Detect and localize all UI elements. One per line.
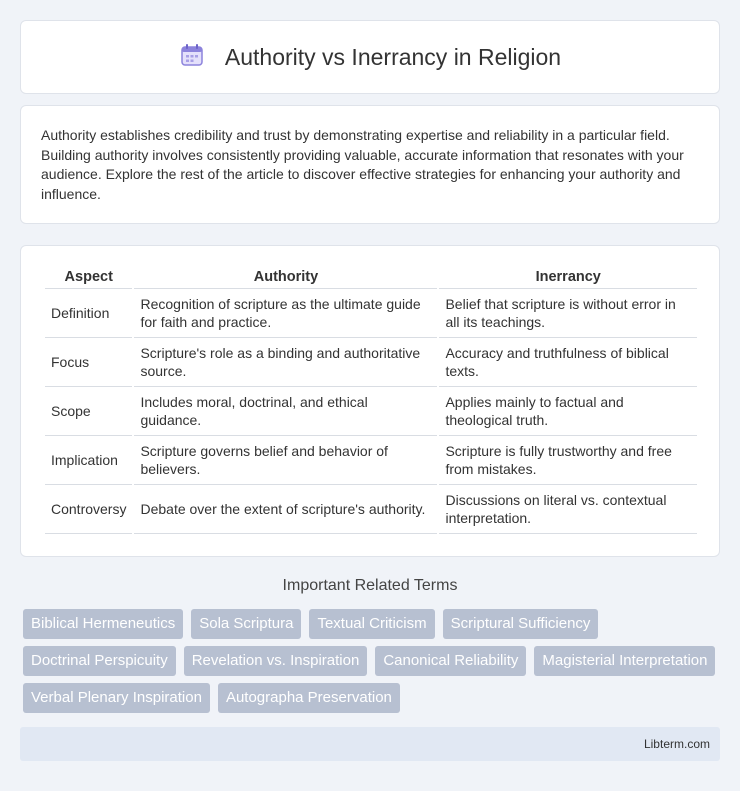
- header-inner: [179, 42, 561, 73]
- term-tag[interactable]: Biblical Hermeneutics: [23, 609, 183, 639]
- cell-authority: Includes moral, doctrinal, and ethical guidance.: [134, 387, 437, 436]
- intro-card: [20, 105, 720, 224]
- page-title: Authority vs Inerrancy in Religion: [224, 43, 562, 70]
- related-terms-title: Important Related Terms: [282, 577, 458, 594]
- term-tag[interactable]: Doctrinal Perspicuity: [23, 646, 176, 676]
- footer: [20, 727, 720, 761]
- term-tag[interactable]: Scriptural Sufficiency: [443, 609, 599, 639]
- cell-aspect: Implication: [45, 436, 132, 485]
- term-tag[interactable]: Sola Scriptura: [191, 609, 301, 639]
- term-tag[interactable]: Revelation vs. Inspiration: [184, 646, 368, 676]
- cell-aspect: Definition: [45, 289, 132, 338]
- table-row: [45, 338, 697, 387]
- header-inerrancy: Inerrancy: [439, 266, 697, 289]
- header-card: [20, 20, 720, 94]
- cell-aspect: Focus: [45, 338, 132, 387]
- term-tag[interactable]: Autographa Preservation: [218, 683, 400, 713]
- header-authority: Authority: [134, 266, 437, 289]
- cell-aspect: Controversy: [45, 485, 132, 534]
- cell-aspect: Scope: [45, 387, 132, 436]
- term-tag[interactable]: Canonical Reliability: [375, 646, 526, 676]
- header-aspect: Aspect: [45, 266, 132, 289]
- table-header-row: [45, 266, 697, 289]
- comparison-table: [43, 266, 699, 534]
- cell-inerrancy: Discussions on literal vs. contextual interpretation.: [439, 485, 697, 534]
- cell-authority: Scripture's role as a binding and authoritative source.: [134, 338, 437, 387]
- intro-text: Authority establishes credibility and trust by demonstrating expertise and reliability in a particular field. Building authority involves consistently providing valuable, accurate information that resonates with your audience. Explore the rest of the article to discover effective strategies for enhancing your authority and influence.: [41, 127, 684, 202]
- table-row: [45, 387, 697, 436]
- related-terms-list: [23, 609, 723, 713]
- cell-inerrancy: Applies mainly to factual and theological truth.: [439, 387, 697, 436]
- cell-inerrancy: Scripture is fully trustworthy and free from mistakes.: [439, 436, 697, 485]
- cell-inerrancy: Accuracy and truthfulness of biblical texts.: [439, 338, 697, 387]
- footer-site-link[interactable]: Libterm.com: [643, 737, 710, 751]
- cell-authority: Recognition of scripture as the ultimate guide for faith and practice.: [134, 289, 437, 338]
- comparison-table-card: [20, 245, 720, 557]
- term-tag[interactable]: Verbal Plenary Inspiration: [23, 683, 210, 713]
- cell-authority: Scripture governs belief and behavior of believers.: [134, 436, 437, 485]
- table-row: [45, 436, 697, 485]
- table-row: [45, 485, 697, 534]
- table-row: [45, 289, 697, 338]
- term-tag[interactable]: Magisterial Interpretation: [534, 646, 715, 676]
- cell-authority: Debate over the extent of scripture's authority.: [134, 485, 437, 534]
- calendar-icon: [179, 42, 205, 73]
- term-tag[interactable]: Textual Criticism: [309, 609, 434, 639]
- cell-inerrancy: Belief that scripture is without error in all its teachings.: [439, 289, 697, 338]
